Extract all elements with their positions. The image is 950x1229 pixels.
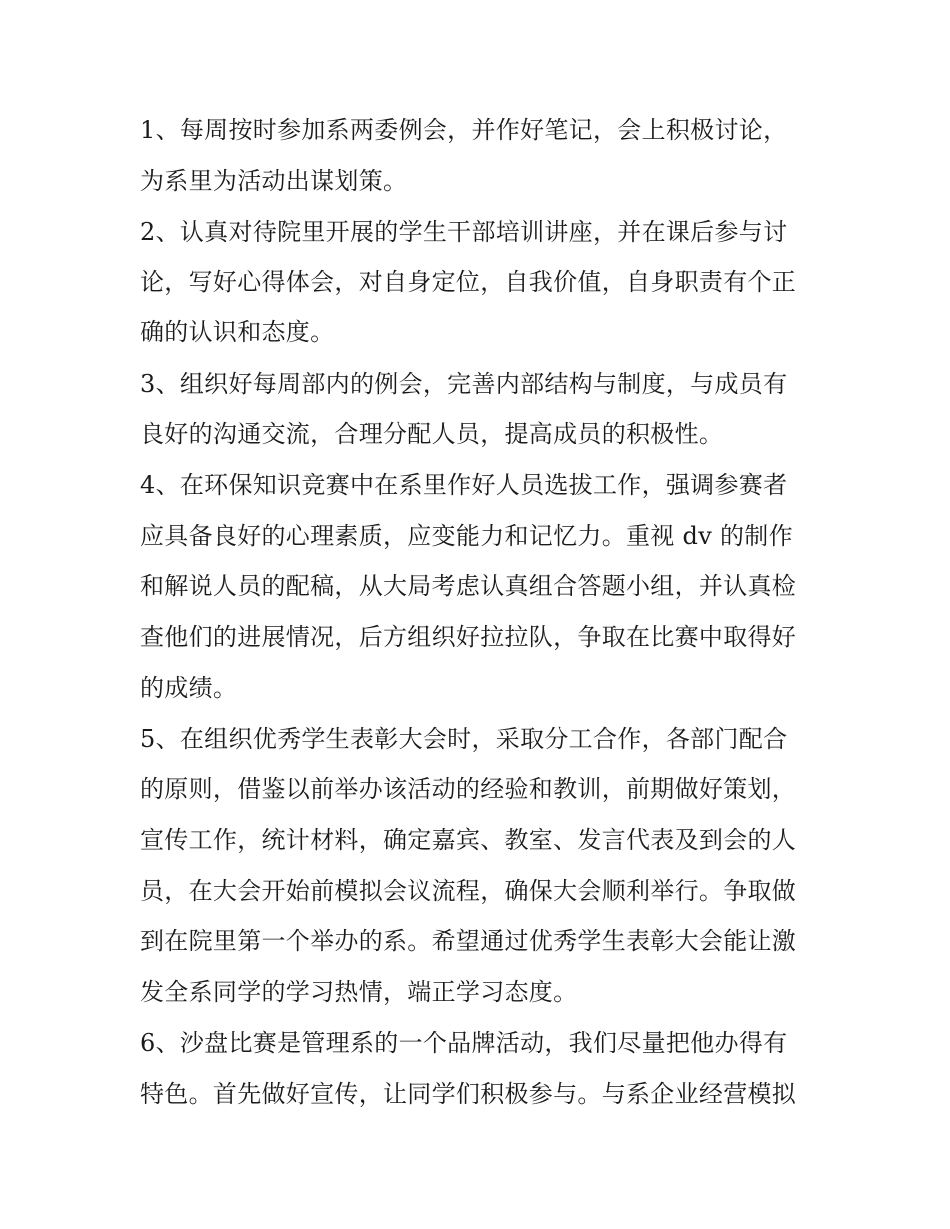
text-line: 3、组织好每周部内的例会，完善内部结构与制度，与成员有: [140, 370, 788, 398]
text-line: 发全系同学的学习热情，端正学习态度。: [140, 978, 578, 1006]
text-line: 应具备良好的心理素质，应变能力和记忆力。重视 dv 的制作: [140, 522, 793, 550]
text-line: 良好的沟通交流，合理分配人员，提高成员的积极性。: [140, 420, 724, 448]
text-line: 员，在大会开始前模拟会议流程，确保大会顺利举行。争取做: [140, 877, 797, 905]
text-line: 4、在环保知识竞赛中在系里作好人员选拔工作，强调参赛者: [140, 471, 788, 499]
text-line: 6、沙盘比赛是管理系的一个品牌活动，我们尽量把他办得有: [140, 1029, 788, 1057]
text-line: 特色。首先做好宣传，让同学们积极参与。与系企业经营模拟: [140, 1080, 797, 1108]
text-line: 到在院里第一个举办的系。希望通过优秀学生表彰大会能让激: [140, 927, 797, 955]
text-line: 论，写好心得体会，对自身定位，自我价值，自身职责有个正: [140, 268, 797, 296]
text-line: 确的认识和态度。: [140, 318, 335, 346]
text-line: 1、每周按时参加系两委例会，并作好笔记，会上积极讨论，: [140, 116, 788, 144]
text-line: 5、在组织优秀学生表彰大会时，采取分工合作，各部门配合: [140, 725, 788, 753]
text-line: 和解说人员的配稿，从大局考虑认真组合答题小组，并认真检: [140, 572, 797, 600]
text-line: 的原则，借鉴以前举办该活动的经验和教训，前期做好策划，: [140, 775, 797, 803]
text-line: 为系里为活动出谋划策。: [140, 167, 408, 195]
text-line: 2、认真对待院里开展的学生干部培训讲座，并在课后参与讨: [140, 218, 788, 246]
text-line: 的成绩。: [140, 674, 238, 702]
text-line: 宣传工作，统计材料，确定嘉宾、教室、发言代表及到会的人: [140, 826, 797, 854]
text-line: 查他们的进展情况，后方组织好拉拉队，争取在比赛中取得好: [140, 623, 797, 651]
